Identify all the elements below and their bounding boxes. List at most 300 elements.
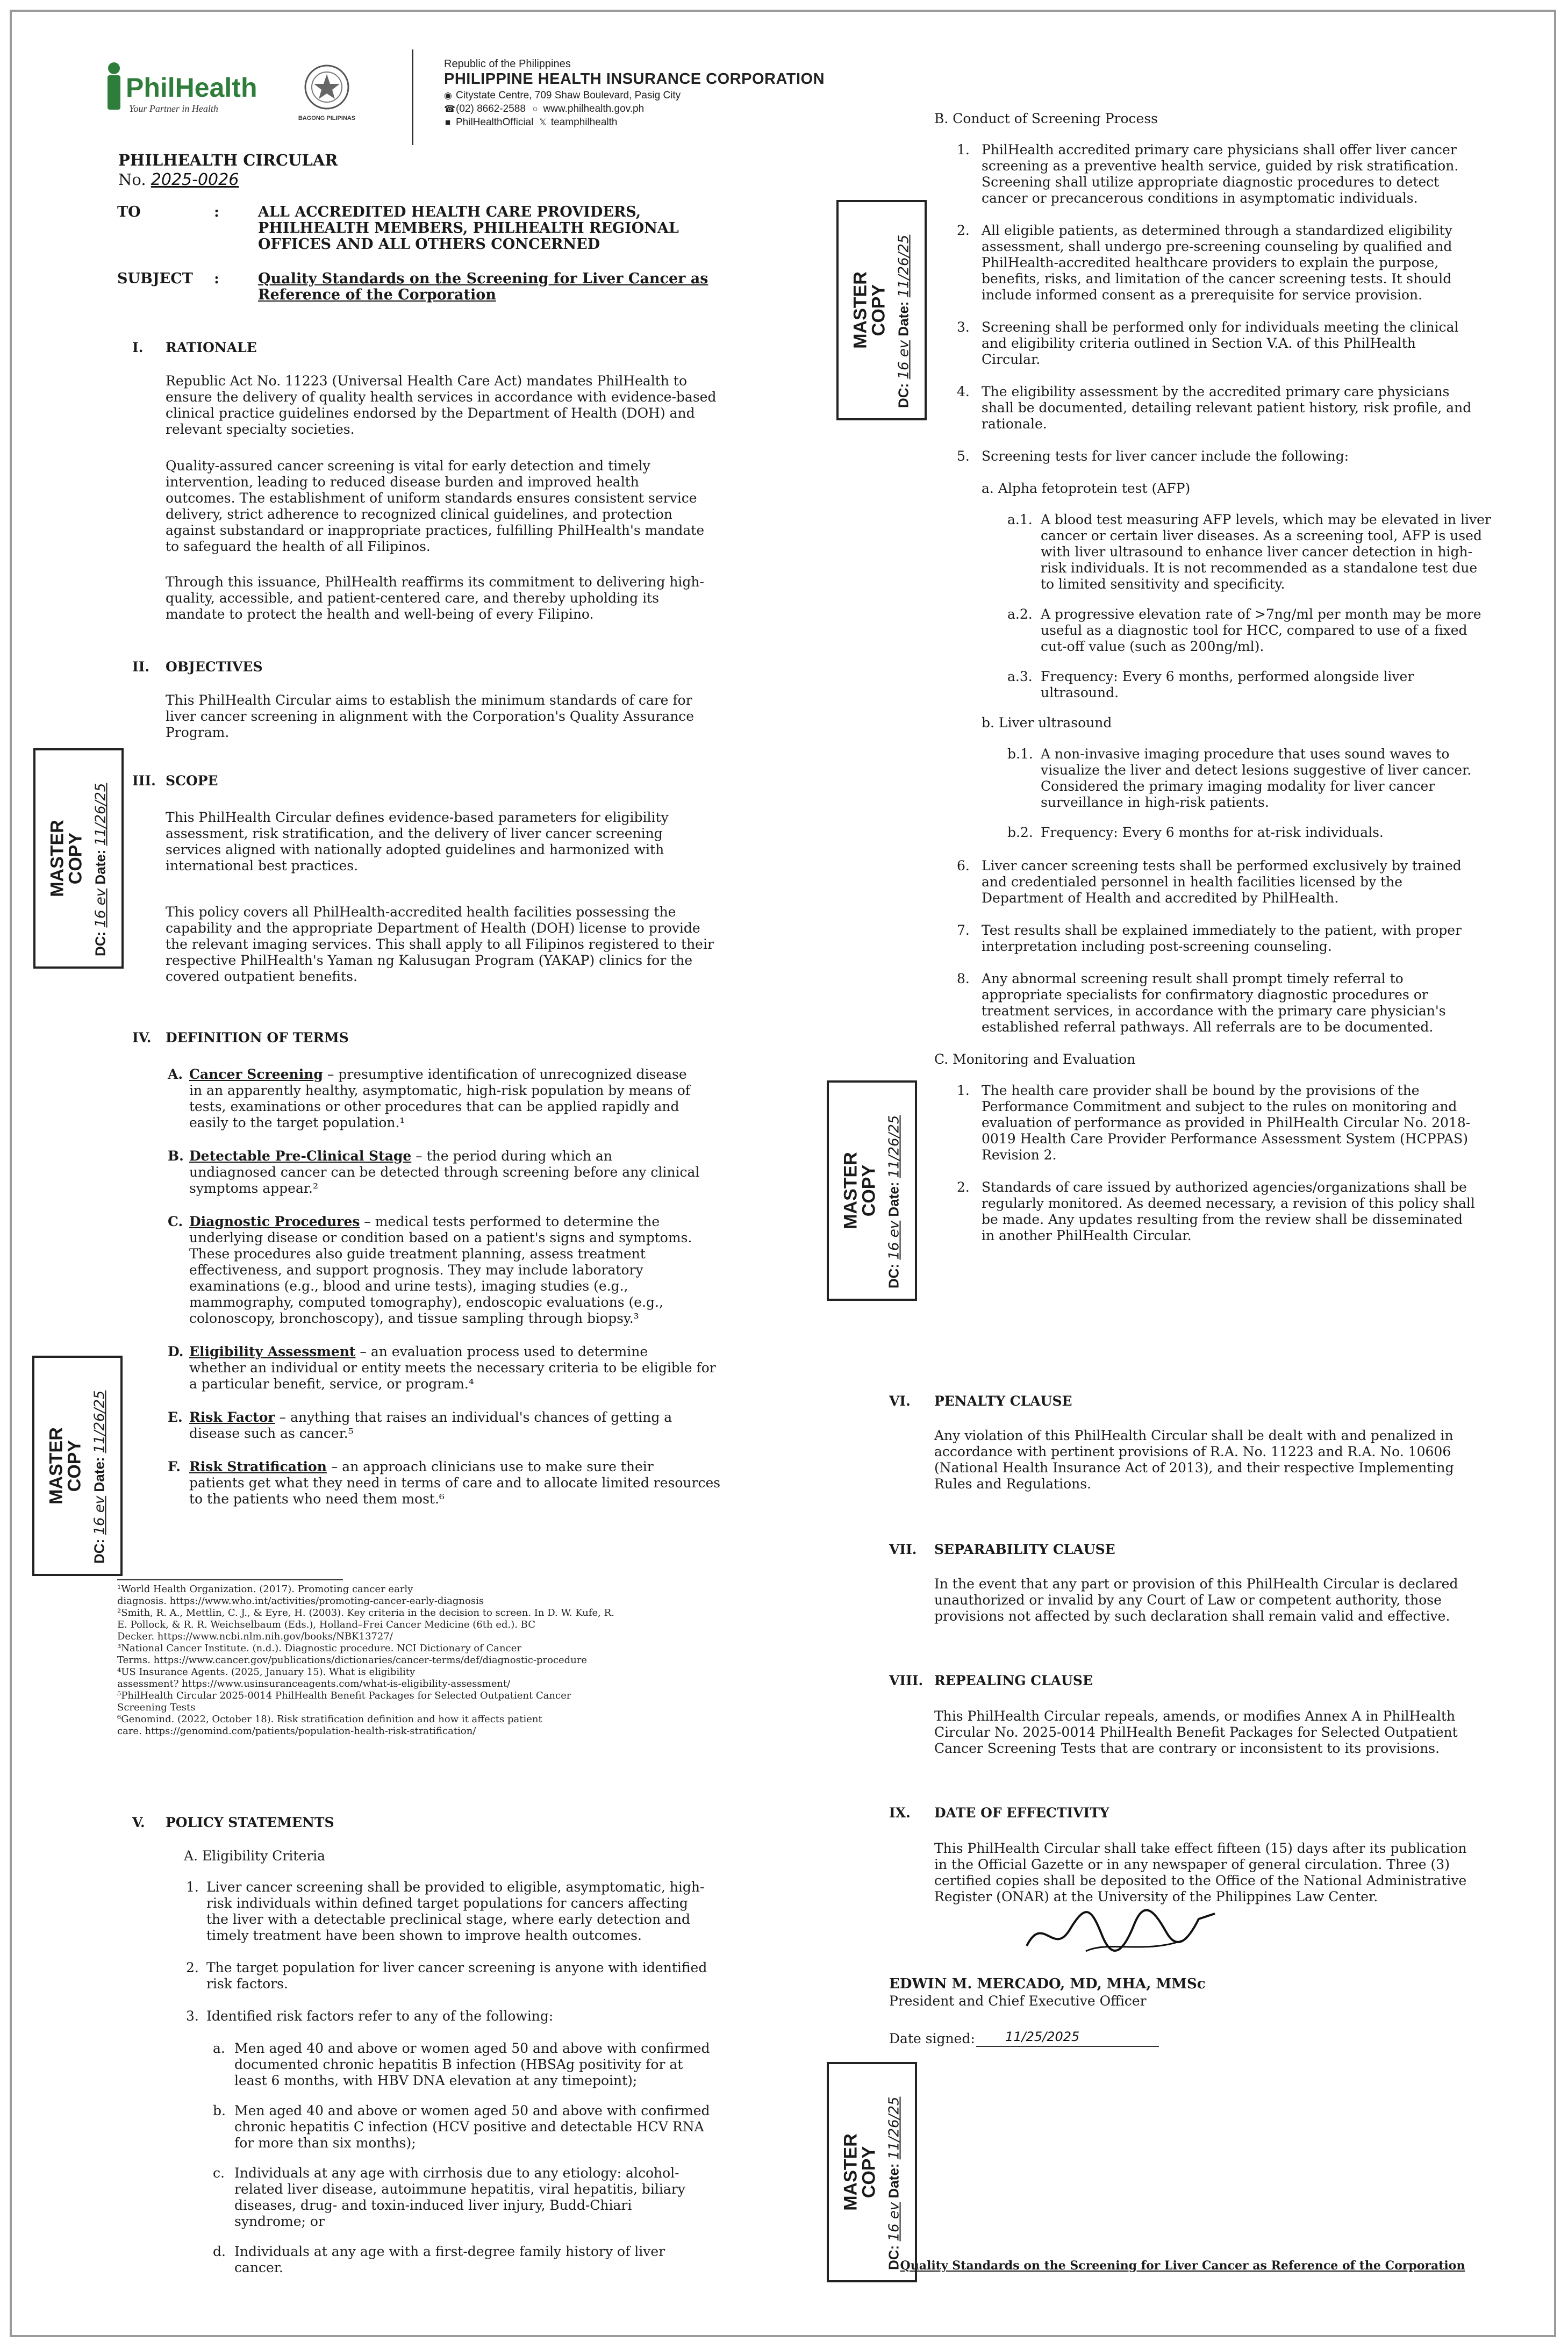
to-colon: : — [214, 204, 219, 220]
conduct-item-number: 2. — [957, 223, 970, 238]
line: underlying disease or condition based on a patient's signs and symptoms. — [189, 1230, 692, 1245]
conduct-item-number: 8. — [957, 971, 970, 986]
monitoring-item — [982, 1083, 1502, 1163]
stamp-master: MASTER — [47, 820, 68, 897]
term-name: Detectable Pre-Clinical Stage — [189, 1148, 412, 1164]
org-block — [444, 58, 825, 128]
ultrasound-item — [1041, 746, 1503, 811]
line: relevant specialty societies. — [166, 421, 355, 437]
logo-dot — [108, 62, 120, 74]
section-3-number: III. — [132, 773, 156, 789]
stamp-copy: COPY — [868, 284, 889, 336]
term-letter: D. — [168, 1344, 184, 1359]
line: appropriate specialists for confirmatory diagnostic procedures or — [982, 987, 1428, 1002]
line: least 6 months, with HBV DNA elevation at any timepoint); — [234, 2073, 638, 2088]
line: cancer or precancerous conditions in asymptomatic individuals. — [982, 190, 1418, 206]
logo-bar — [108, 75, 120, 110]
section-7-title: SEPARABILITY CLAUSE — [934, 1542, 1115, 1557]
date-signed-line — [976, 2046, 1159, 2047]
risk-factor-item-number: b. — [213, 2103, 226, 2118]
eligibility-item — [206, 1879, 730, 1944]
line: capability and the appropriate Department of Health (DOH) license to provide — [166, 920, 700, 936]
line: to the patients who need them most.⁶ — [189, 1491, 445, 1507]
line: Any abnormal screening result shall prompt timely referral to — [982, 971, 1404, 986]
master-copy-stamp — [33, 748, 124, 969]
footnote-line: E. Pollock, & R. R. Weichselbaum (Eds.), Holland–Frei Cancer Medicine (6th ed.). BC — [117, 1619, 535, 1630]
stamp-date-label: Date: — [92, 849, 109, 885]
stamp-dc-value: 16 ev — [91, 1495, 108, 1535]
philhealth-logo — [108, 62, 290, 116]
term-definition — [189, 1066, 730, 1131]
seal-icon — [302, 62, 352, 112]
scope-paragraph-1 — [166, 810, 730, 874]
conduct-item — [982, 971, 1502, 1035]
eligibility-criteria-heading: A. Eligibility Criteria — [184, 1848, 326, 1864]
social-line — [444, 117, 825, 128]
footnote-line[interactable]: assessment? https://www.usinsuranceagents.com/what-is-eligibility-assessment/ — [117, 1678, 511, 1689]
risk-factor-item — [234, 2040, 730, 2089]
risk-factor-item — [234, 2103, 730, 2151]
stamp-date-label: Date: — [885, 2163, 902, 2198]
section-7-number: VII. — [889, 1542, 917, 1557]
line: the relevant imaging services. This shall apply to all Filipinos registered to their — [166, 936, 714, 952]
effectivity-paragraph — [934, 1840, 1501, 1905]
separability-paragraph — [934, 1576, 1501, 1624]
section-2-number: II. — [132, 659, 150, 675]
line: Individuals at any age with a first-degree family history of liver — [234, 2244, 665, 2259]
line: symptoms appear.² — [189, 1180, 319, 1196]
line: Circular No. 2025-0014 PhilHealth Benefit Packages for Selected Outpatient — [934, 1724, 1458, 1740]
term-name: Diagnostic Procedures — [189, 1214, 360, 1229]
stamp-copy: COPY — [64, 1440, 85, 1492]
stamp-copy: COPY — [858, 2146, 879, 2198]
line: outcomes. The establishment of uniform standards ensures consistent service — [166, 490, 697, 506]
line: assessment, shall undergo pre-screening counseling by qualified and — [982, 239, 1452, 254]
section-8-title: REPEALING CLAUSE — [934, 1673, 1093, 1688]
objectives-paragraph — [166, 692, 730, 741]
ultrasound-heading: b. Liver ultrasound — [982, 715, 1112, 731]
conduct-item-number: 1. — [957, 142, 970, 157]
footer-title: Quality Standards on the Screening for Liver Cancer as Reference of the Corporation — [900, 2259, 1465, 2273]
stamp-dc-line — [886, 2065, 903, 2280]
line: Individuals at any age with cirrhosis due to any etiology: alcohol- — [234, 2165, 679, 2181]
circular-no-label: No. — [118, 170, 146, 189]
section-2-title: OBJECTIVES — [166, 659, 263, 675]
subject-label: SUBJECT — [117, 270, 193, 287]
monitoring-heading: C. Monitoring and Evaluation — [934, 1051, 1136, 1067]
stamp-date-label: Date: — [895, 301, 912, 336]
footnote-rule — [117, 1579, 343, 1580]
line: Circular. — [982, 352, 1041, 367]
footnote-line: Screening Tests — [117, 1702, 196, 1713]
line: Cancer Screening Tests that are contrary or inconsistent to its provisions. — [934, 1741, 1440, 1756]
line: easily to the target population.¹ — [189, 1115, 405, 1130]
line: to safeguard the health of all Filipinos. — [166, 539, 431, 554]
line: and credentialed personnel in health facilities licensed by the — [982, 874, 1403, 890]
line: Any violation of this PhilHealth Circular shall be dealt with and penalized in — [934, 1428, 1454, 1443]
contact-line — [444, 103, 825, 115]
rationale-paragraph-3 — [166, 574, 730, 622]
stamp-copy: COPY — [65, 832, 86, 885]
penalty-paragraph — [934, 1428, 1501, 1492]
master-copy-stamp — [827, 2062, 917, 2282]
stamp-master: MASTER — [840, 2133, 861, 2211]
afp-item — [1041, 512, 1503, 592]
stamp-copy: COPY — [858, 1164, 879, 1217]
line: This PhilHealth Circular repeals, amends, or modifies Annex A in PhilHealth — [934, 1708, 1456, 1724]
line: benefits, risks, and limitation of the cancer screening tests. It should — [982, 271, 1452, 287]
line: tests, examinations or other procedures that can be applied rapidly and — [189, 1099, 679, 1114]
line: Identified risk factors refer to any of the following: — [206, 2008, 554, 2024]
section-5-number: V. — [132, 1815, 145, 1830]
term-definition — [189, 1214, 730, 1327]
line: and eligibility criteria outlined in Section V.A. of this PhilHealth — [982, 335, 1416, 351]
section-4-title: DEFINITION OF TERMS — [166, 1030, 349, 1045]
footnote-line: ⁶Genomind. (2022, October 18). Risk stratification definition and how it affects patient — [117, 1714, 542, 1725]
subject-line: Reference of the Corporation — [258, 287, 496, 303]
circular-no-value: 2025-0026 — [151, 170, 239, 189]
conduct-item — [982, 223, 1502, 303]
to-label: TO — [117, 204, 141, 220]
line: whether an individual or entity meets the necessary criteria to be eligible for — [189, 1360, 716, 1376]
line: PhilHealth accredited primary care physicians shall offer liver cancer — [982, 142, 1457, 157]
x-handle[interactable]: teamphilhealth — [550, 117, 618, 128]
conduct-item — [982, 319, 1502, 368]
line: services aligned with nationally adopted guidelines and harmonized with — [166, 842, 664, 857]
line: related liver disease, autoimmune hepatitis, viral hepatitis, biliary — [234, 2181, 685, 2197]
line: with liver ultrasound to enhance liver cancer detection in high- — [1041, 544, 1473, 560]
footnote-line[interactable]: Decker. https://www.ncbi.nlm.nih.gov/books/NBK13727/ — [117, 1631, 393, 1642]
header-divider — [412, 49, 413, 145]
term-text: anything that raises an individual's chances of getting a — [290, 1409, 672, 1425]
line: diseases, drug- and toxin-induced liver injury, Budd-Chiari — [234, 2197, 632, 2213]
afp-item-number: a.2. — [1007, 606, 1033, 622]
line: against substandard or inappropriate practices, fulfilling PhilHealth's mandate — [166, 522, 705, 538]
afp-item — [1041, 606, 1503, 655]
repealing-paragraph — [934, 1708, 1501, 1757]
line: Department of Health and accredited by PhilHealth. — [982, 890, 1339, 906]
line: colonoscopy, bronchoscopy), and tissue sampling through biopsy.³ — [189, 1310, 639, 1326]
footnote-line: ³National Cancer Institute. (n.d.). Diagnostic procedure. NCI Dictionary of Cancer — [117, 1643, 521, 1654]
line: surveillance in high-risk patients. — [1041, 794, 1269, 810]
term-name: Eligibility Assessment — [189, 1344, 356, 1359]
eligibility-item — [206, 1960, 730, 1992]
phone-icon: ☎ — [444, 104, 456, 114]
risk-factor-item — [234, 2165, 730, 2230]
monitoring-item-number: 2. — [957, 1179, 970, 1195]
term-text: an evaluation process used to determine — [370, 1344, 648, 1359]
footnote-line: ⁵PhilHealth Circular 2025-0014 PhilHealth Benefit Packages for Selected Outpatient Cancer — [117, 1690, 571, 1701]
stamp-dc-line — [896, 203, 912, 418]
line: Liver cancer screening tests shall be performed exclusively by trained — [982, 858, 1462, 873]
line: documented chronic hepatitis B infection (HBSAg positivity for at — [234, 2057, 683, 2072]
line: All eligible patients, as determined through a standardized eligibility — [982, 223, 1452, 238]
globe-icon: ○ — [532, 104, 538, 114]
conduct-item-number: 6. — [957, 858, 970, 873]
circular-number — [118, 170, 338, 190]
line: be made. Any updates resulting from the review shall be disseminated — [982, 1212, 1463, 1227]
master-copy-stamp — [827, 1080, 917, 1301]
circular-title: PHILHEALTH CIRCULAR — [118, 151, 338, 169]
term-letter: C. — [168, 1214, 183, 1229]
line: assessment, risk stratification, and the delivery of liver cancer screening — [166, 826, 663, 841]
line: the liver with a detectable preclinical stage, where early detection and — [206, 1911, 691, 1927]
line: Register (ONAR) at the University of the Philippines Law Center. — [934, 1889, 1378, 1904]
seal-label: BAGONG PILIPINAS — [298, 115, 356, 121]
stamp-dc-label: DC: — [885, 2245, 902, 2270]
stamp-dc-label: DC: — [885, 1263, 902, 1288]
term-name: Risk Stratification — [189, 1459, 327, 1474]
conduct-item-number: 5. — [957, 448, 970, 464]
line: provisions not affected by such declaration shall remain valid and effective. — [934, 1608, 1450, 1624]
stamp-date-value: 11/26/25 — [92, 783, 109, 846]
line: Considered the primary imaging modality for liver cancer — [1041, 778, 1435, 794]
section-8-number: VIII. — [889, 1673, 923, 1688]
line: established referral pathways. All referrals are to be documented. — [982, 1019, 1434, 1035]
republic-label: Republic of the Philippines — [444, 58, 571, 70]
line: These procedures also guide treatment planning, assess treatment — [189, 1246, 646, 1262]
term-letter: A. — [168, 1066, 183, 1082]
stamp-date-label: Date: — [885, 1181, 902, 1217]
section-5-title: POLICY STATEMENTS — [166, 1815, 334, 1830]
stamp-dc-line — [92, 751, 109, 966]
footnote-line[interactable]: care. https://genomind.com/patients/population-health-risk-stratification/ — [117, 1725, 476, 1737]
term-name: Cancer Screening — [189, 1066, 323, 1082]
line: risk individuals within defined target populations for cancers affecting — [206, 1895, 688, 1911]
line: liver cancer screening in alignment with the Corporation's Quality Assurance — [166, 708, 694, 724]
handwritten-signature — [1021, 1903, 1226, 1962]
line: a particular benefit, service, or program.⁴ — [189, 1376, 474, 1392]
subject-colon: : — [214, 270, 219, 287]
term-text: medical tests performed to determine the — [375, 1214, 660, 1229]
risk-factor-item-number: c. — [213, 2165, 225, 2181]
to-line: ALL ACCREDITED HEALTH CARE PROVIDERS, — [258, 204, 641, 220]
section-4-number: IV. — [132, 1030, 152, 1045]
line: cancer. — [234, 2260, 283, 2275]
risk-factor-item — [234, 2244, 730, 2276]
ultrasound-item-number: b.2. — [1007, 825, 1033, 840]
line: visualize the liver and detect lesions suggestive of liver cancer. — [1041, 762, 1472, 778]
line: Risk Stratification – an approach clinicians use to make sure their — [189, 1459, 654, 1474]
term-letter: F. — [168, 1459, 181, 1474]
footnote-line: ⁴US Insurance Agents. (2025, January 15). What is eligibility — [117, 1666, 416, 1678]
stamp-master: MASTER — [46, 1427, 67, 1505]
line: Through this issuance, PhilHealth reaffirms its commitment to delivering high- — [166, 574, 704, 590]
risk-factor-item-number: d. — [213, 2244, 226, 2259]
to-line: OFFICES AND ALL OTHERS CONCERNED — [258, 236, 600, 253]
stamp-master: MASTER — [840, 1152, 861, 1229]
line: ensure the delivery of quality health services in accordance with evidence-based — [166, 389, 717, 405]
rationale-paragraph-2 — [166, 458, 730, 555]
line: to limited sensitivity and specificity. — [1041, 576, 1285, 592]
circular-heading — [118, 151, 338, 190]
conduct-item — [982, 142, 1502, 206]
rationale-paragraph-1 — [166, 373, 730, 438]
to-recipients — [258, 204, 729, 253]
monitoring-item-number: 1. — [957, 1083, 970, 1098]
line: Frequency: Every 6 months, performed alongside liver — [1041, 669, 1414, 684]
risk-factor-item-number: a. — [213, 2040, 225, 2056]
conduct-heading: B. Conduct of Screening Process — [934, 111, 1158, 126]
line: unauthorized or invalid by any Court of Law or competent authority, those — [934, 1592, 1442, 1608]
to-line: PHILHEALTH MEMBERS, PHILHEALTH REGIONAL — [258, 220, 679, 237]
subject-line: Quality Standards on the Screening for Liver Cancer as — [258, 270, 708, 287]
line: in the Official Gazette or in any newspaper of general circulation. Three (3) — [934, 1857, 1450, 1872]
signatory-title: President and Chief Executive Officer — [889, 1993, 1147, 2009]
line: Detectable Pre-Clinical Stage – the period during which an — [189, 1148, 612, 1164]
line: evaluation of performance as provided in PhilHealth Circular No. 2018- — [982, 1115, 1471, 1130]
line: timely treatment have been shown to improve health outcomes. — [206, 1928, 642, 1943]
section-1-title: RATIONALE — [166, 340, 257, 355]
line: quality, accessible, and patient-centered care, and thereby upholding its — [166, 590, 659, 606]
eligibility-item-number: 1. — [186, 1879, 199, 1895]
line: examinations (e.g., blood and urine tests), imaging studies (e.g., — [189, 1278, 628, 1294]
ultrasound-item — [1041, 825, 1503, 841]
section-9-number: IX. — [889, 1805, 911, 1821]
afp-item-number: a.3. — [1007, 669, 1033, 684]
section-6-title: PENALTY CLAUSE — [934, 1393, 1072, 1409]
location-pin-icon: ◉ — [444, 90, 452, 101]
master-copy-stamp — [836, 200, 927, 420]
line: disease such as cancer.⁵ — [189, 1426, 354, 1441]
signatory-name: EDWIN M. MERCADO, MD, MHA, MMSc — [889, 1976, 1206, 1992]
stamp-dc-value: 16 ev — [92, 888, 109, 928]
line: A blood test measuring AFP levels, which may be elevated in liver — [1041, 512, 1491, 527]
date-signed-label: Date signed: — [889, 2031, 975, 2046]
subject-text — [258, 271, 729, 303]
line: respective PhilHealth's Yaman ng Kalusugan Program (YAKAP) clinics for the — [166, 953, 693, 968]
line: Standards of care issued by authorized agencies/organizations shall be — [982, 1179, 1467, 1195]
line: clinical practice guidelines endorsed by the Department of Health (DOH) and — [166, 405, 695, 421]
stamp-dc-line — [91, 1358, 108, 1573]
conduct-item-number: 4. — [957, 384, 970, 399]
line: treatment services, in accordance with the primary care physician's — [982, 1003, 1446, 1019]
line: cut-off value (such as 200ng/ml). — [1041, 639, 1264, 654]
line: The health care provider shall be bound by the provisions of the — [982, 1083, 1420, 1098]
line: accordance with pertinent provisions of R.A. No. 11223 and R.A. No. 10606 — [934, 1444, 1451, 1459]
date-signed-value: 11/25/2025 — [1005, 2029, 1080, 2044]
line: chronic hepatitis C infection (HCV positive and detectable HCV RNA — [234, 2119, 704, 2135]
line: Revision 2. — [982, 1147, 1057, 1163]
footnote-line[interactable]: Terms. https://www.cancer.gov/publications/dictionaries/cancer-terms/def/diagnostic-procedure — [117, 1655, 588, 1666]
line: delivery, strict adherence to recognized clinical guidelines, and protection — [166, 506, 672, 522]
line: This PhilHealth Circular defines evidence-based parameters for eligibility — [166, 810, 669, 825]
line: covered outpatient benefits. — [166, 969, 357, 984]
line: include informed consent as a prerequisite for service provision. — [982, 287, 1423, 303]
logo-name: PhilHealth — [126, 73, 257, 103]
line: mandate to protect the health and well-being of every Filipino. — [166, 606, 594, 622]
line: useful as a diagnostic tool for HCC, compared to use of a fixed — [1041, 622, 1467, 638]
line: Men aged 40 and above or women aged 50 and above with confirmed — [234, 2040, 710, 2056]
line: Quality-assured cancer screening is vital for early detection and timely — [166, 458, 650, 474]
phone-text: (02) 8662-2588 — [456, 103, 526, 114]
line: Performance Commitment and subject to the rules on monitoring and — [982, 1099, 1457, 1114]
line: PhilHealth-accredited healthcare providers to explain the purpose, — [982, 255, 1439, 270]
line: Program. — [166, 725, 230, 740]
section-3-title: SCOPE — [166, 773, 218, 789]
stamp-date-value: 11/26/25 — [886, 2096, 903, 2160]
eligibility-item — [206, 2008, 730, 2024]
line: This PhilHealth Circular shall take effect fifteen (15) days after its publication — [934, 1840, 1467, 1856]
afp-item-number: a.1. — [1007, 512, 1033, 527]
bagong-pilipinas-seal — [296, 62, 358, 127]
footnote-line[interactable]: diagnosis. https://www.who.int/activities/promoting-cancer-early-diagnosis — [117, 1595, 484, 1607]
stamp-dc-label: DC: — [91, 1538, 108, 1564]
line: Cancer Screening – presumptive identification of unrecognized disease — [189, 1066, 687, 1082]
conduct-item — [982, 922, 1502, 955]
stamp-master: MASTER — [850, 271, 871, 349]
stamp-date-label: Date: — [91, 1457, 108, 1492]
line: Diagnostic Procedures – medical tests performed to determine the — [189, 1214, 660, 1229]
facebook-handle[interactable]: PhilHealthOfficial — [456, 117, 534, 128]
line: risk individuals. It is not recommended as a standalone test due — [1041, 560, 1478, 576]
line: ultrasound. — [1041, 685, 1119, 700]
line: certified copies shall be deposited to the Office of the National Administrative — [934, 1873, 1467, 1888]
stamp-date-value: 11/26/25 — [886, 1115, 903, 1178]
eligibility-item-number: 3. — [186, 2008, 199, 2024]
stamp-dc-value: 16 ev — [896, 340, 912, 379]
line: intervention, leading to reduced disease burden and improved health — [166, 474, 639, 490]
website-text[interactable]: www.philhealth.gov.ph — [543, 103, 645, 114]
facebook-icon: ■ — [445, 117, 451, 127]
line: cancer or certain liver diseases. As a screening tool, AFP is used — [1041, 528, 1482, 543]
afp-heading: a. Alpha fetoprotein test (AFP) — [982, 481, 1191, 496]
x-icon: 𝕏 — [539, 117, 547, 127]
stamp-dc-label: DC: — [92, 931, 109, 956]
conduct-item-number: 3. — [957, 319, 970, 335]
term-definition — [189, 1344, 730, 1392]
term-letter: B. — [168, 1148, 184, 1164]
line: interpretation including post-screening counseling. — [982, 939, 1332, 954]
conduct-item — [982, 384, 1502, 432]
line: risk factors. — [206, 1976, 288, 1992]
line: Screening shall be performed only for individuals meeting the clinical — [982, 319, 1459, 335]
line: Screening tests for liver cancer include the following: — [982, 448, 1349, 464]
line: patients get what they need in terms of care and to allocate limited resources — [189, 1475, 721, 1491]
line: Liver cancer screening shall be provided to eligible, asymptomatic, high- — [206, 1879, 705, 1895]
term-name: Risk Factor — [189, 1409, 275, 1425]
stamp-date-value: 11/26/25 — [896, 234, 912, 298]
logo-tagline: Your Partner in Health — [129, 103, 218, 114]
line: Men aged 40 and above or women aged 50 and above with confirmed — [234, 2103, 710, 2118]
eligibility-item-number: 2. — [186, 1960, 199, 1975]
line: for more than six months); — [234, 2135, 416, 2151]
address-text: Citystate Centre, 709 Shaw Boulevard, Pasig City — [456, 90, 681, 101]
term-text: the period during which an — [426, 1148, 612, 1164]
term-letter: E. — [168, 1409, 183, 1425]
term-definition — [189, 1459, 730, 1507]
line: syndrome; or — [234, 2214, 325, 2229]
corporation-name: PHILIPPINE HEALTH INSURANCE CORPORATION — [444, 70, 825, 88]
line: Test results shall be explained immediately to the patient, with proper — [982, 922, 1462, 938]
line: A progressive elevation rate of >7ng/ml per month may be more — [1041, 606, 1481, 622]
line: A non-invasive imaging procedure that uses sound waves to — [1041, 746, 1450, 762]
line: in an apparently healthy, asymptomatic, high-risk population by means of — [189, 1083, 691, 1098]
line: (National Health Insurance Act of 2013), and their respective Implementing — [934, 1460, 1454, 1476]
line: Rules and Regulations. — [934, 1476, 1092, 1492]
line: Frequency: Every 6 months for at-risk individuals. — [1041, 825, 1384, 840]
afp-item — [1041, 669, 1503, 701]
ultrasound-item-number: b.1. — [1007, 746, 1033, 762]
line: rationale. — [982, 416, 1047, 432]
term-text: an approach clinicians use to make sure their — [342, 1459, 654, 1474]
line: This policy covers all PhilHealth-accredited health facilities possessing the — [166, 904, 676, 920]
line: The target population for liver cancer screening is anyone with identified — [206, 1960, 707, 1975]
footnotes — [117, 1584, 730, 1737]
line: 0019 Health Care Provider Performance Assessment System (HCPPAS) — [982, 1131, 1468, 1147]
conduct-item — [982, 858, 1502, 906]
master-copy-stamp — [32, 1356, 123, 1576]
